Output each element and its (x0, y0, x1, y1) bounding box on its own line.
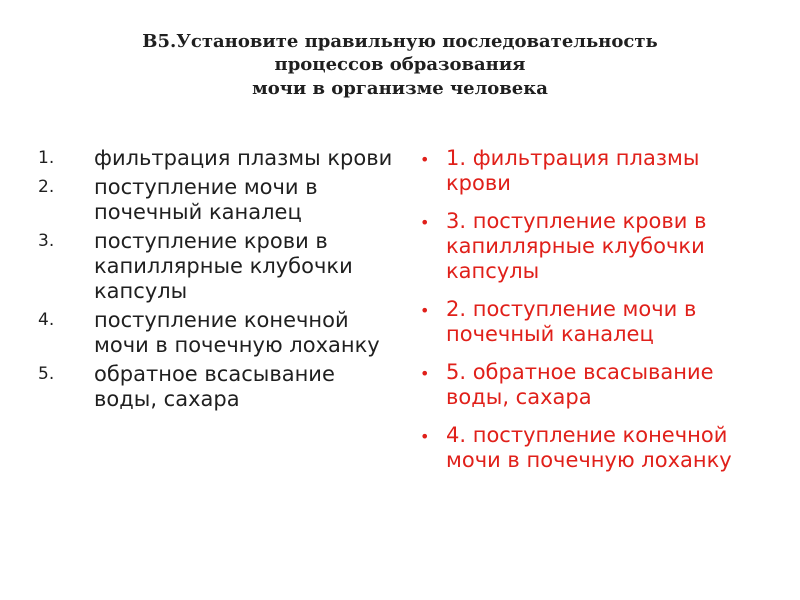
task-list (38, 146, 394, 416)
answer-item-text: 4. поступление конечной мочи в почечную лоханку (446, 423, 732, 472)
title-line-1: В5.Установите правильную последовательность (142, 31, 658, 52)
task-item-number: 1. (38, 148, 55, 168)
bullet-icon: • (420, 364, 430, 383)
task-item-text: поступление конечной мочи в почечную лоханку (94, 308, 380, 357)
task-item-5 (38, 362, 394, 412)
task-item-number: 4. (38, 310, 55, 330)
answer-item-2 (414, 209, 764, 284)
task-item-text: фильтрация плазмы крови (94, 146, 393, 170)
answer-item-1 (414, 146, 764, 196)
task-item-text: поступление мочи в почечный каналец (94, 175, 318, 224)
title-line-2: процессов образования (274, 54, 526, 76)
answer-item-text: 3. поступление крови в капиллярные клубочки капсулы (446, 209, 707, 283)
task-item-text: обратное всасывание воды, сахара (94, 362, 335, 411)
answer-item-5 (414, 423, 764, 473)
answer-list (414, 146, 764, 486)
answer-item-text: 2. поступление мочи в почечный каналец (446, 297, 697, 346)
task-item-2 (38, 175, 394, 225)
task-item-number: 5. (38, 364, 55, 384)
bullet-icon: • (420, 301, 430, 320)
answer-item-3 (414, 297, 764, 347)
bullet-icon: • (420, 150, 430, 169)
task-item-4 (38, 308, 394, 358)
task-item-3 (38, 229, 394, 304)
task-item-text: поступление крови в капиллярные клубочки капсулы (94, 229, 353, 303)
bullet-icon: • (420, 427, 430, 446)
slide-title (60, 30, 740, 100)
answer-item-text: 1. фильтрация плазмы крови (446, 146, 700, 195)
task-item-1 (38, 146, 394, 171)
task-item-number: 2. (38, 177, 55, 197)
answer-item-4 (414, 360, 764, 410)
bullet-icon: • (420, 213, 430, 232)
task-item-number: 3. (38, 231, 55, 251)
answer-item-text: 5. обратное всасывание воды, сахара (446, 360, 714, 409)
title-line-3: мочи в организме человека (252, 77, 548, 99)
